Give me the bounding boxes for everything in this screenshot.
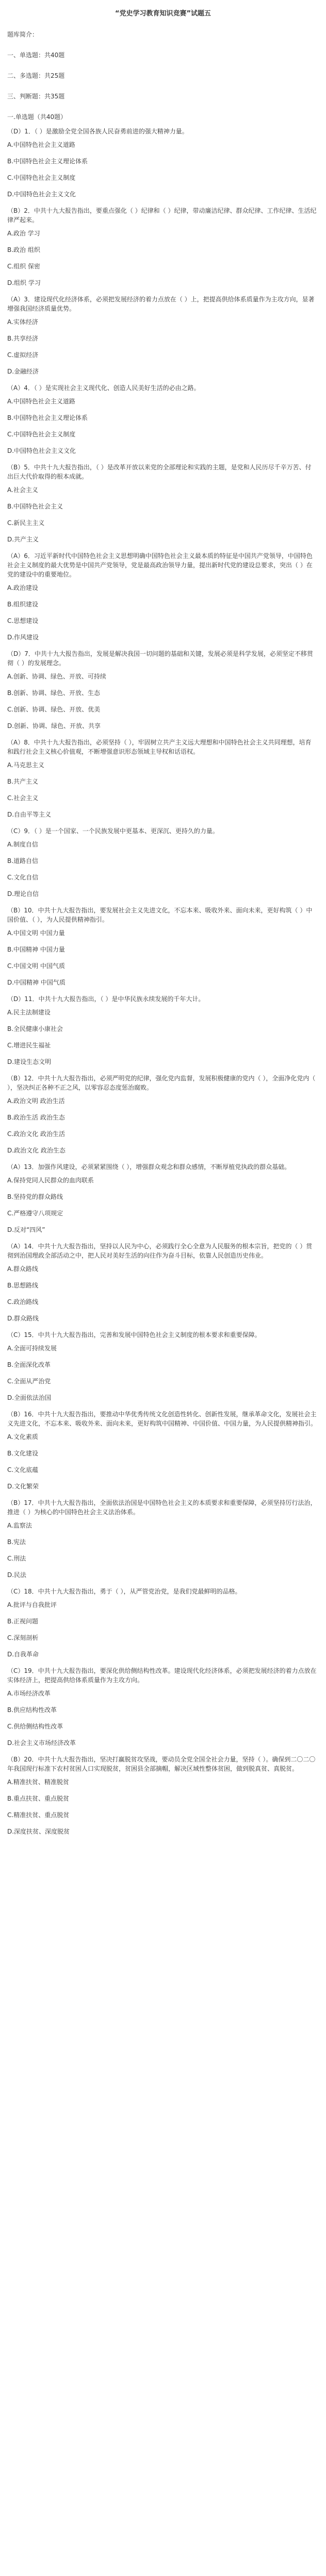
question-stem: （A）14．中共十九大报告指出，坚持以人民为中心，必须践行全心全意为人民服务的根本宗旨，把党的（ ）贯彻到治国理政全部活动之中，把人民对美好生活的向往作为奋斗目标，依靠人民创造历史伟业。 <box>7 1243 313 1259</box>
question-option: C.中国特色社会主义制度 <box>7 174 76 181</box>
question-option: A.保持党同人民群众的血肉联系 <box>7 1177 94 1184</box>
question-item <box>7 1587 319 1659</box>
question-option: A.监察法 <box>7 1522 32 1529</box>
document-title: “党史学习教育知识竞赛”试题五 <box>115 10 211 18</box>
question-option: A.政治建设 <box>7 584 38 591</box>
question-option: D.中国特色社会主义文化 <box>7 191 76 198</box>
question-option: A.民主法制建设 <box>7 1009 51 1016</box>
question-option: C.严格遵守八项规定 <box>7 1210 63 1217</box>
question-option: A.马克思主义 <box>7 761 44 769</box>
question-stem: （A）6．习近平新时代中国特色社会主义思想明确中国特色社会主义最本质的特征是中国共产党领导，中国特色社会主义制度的最大优势是中国共产党领导，党是最高政治领导力量，提出新时代党的建设总要求，突出（ ）在党的建设中的重要地位。 <box>7 552 313 578</box>
question-option: D.建设生态文明 <box>7 1058 52 1065</box>
question-option: D.组织 学习 <box>7 279 41 286</box>
question-option: D.群众路线 <box>7 1315 39 1322</box>
question-stem: （D）11．中共十九大报告指出，（ ）是中华民族永续发展的千年大计。 <box>7 995 205 1003</box>
question-stem: （B）16．中共十九大报告指出，要推动中华优秀传统文化创造性转化、创新性发展，继承革命文化，发展社会主义先进文化，不忘本来、吸收外来、面向未来，更好构筑中国精神、中国价值、中国力量，为人民提供精神指引。 <box>7 1411 317 1427</box>
question-option: C.组织 保密 <box>7 263 41 270</box>
question-item <box>7 1410 319 1491</box>
question-stem: （B）17．中共十九大报告指出，全面依法治国是中国特色社会主义的本质要求和重要保障，必须坚持厉行法治，推进（ ）为核心的中国特色社会主义法治体系。 <box>7 1499 317 1516</box>
intro-heading: 题库简介： <box>7 31 39 38</box>
question-stem: （A）8．中共十九大报告指出，必须坚持（ ），牢固树立共产主义远大理想和中国特色社会主义共同理想，培育和践行社会主义核心价值观，不断增强意识形态领域主导权和话语权。 <box>7 739 312 755</box>
question-option: B.宪法 <box>7 1538 26 1546</box>
question-item <box>7 1074 319 1155</box>
question-stem: （A）4．（ ）是实现社会主义现代化、创造人民美好生活的必由之路。 <box>7 384 200 392</box>
question-option: C.创新、协调、绿色、开放、优美 <box>7 706 101 713</box>
question-option: A.政治 学习 <box>7 230 40 237</box>
question-option: C.深刻剖析 <box>7 1634 39 1641</box>
question-stem: （D）1．（ ）是激励全党全国各族人民奋勇前进的强大精神力量。 <box>7 128 188 135</box>
question-option: D.中国特色社会主义文化 <box>7 447 76 454</box>
question-option: C.虚拟经济 <box>7 351 39 359</box>
question-option: B.中国特色社会主义理论体系 <box>7 158 88 165</box>
question-option: D.反对“四风” <box>7 1226 45 1233</box>
question-option: B.创新、协调、绿色、开放、生态 <box>7 689 101 697</box>
question-item <box>7 994 319 1066</box>
question-option: D.文化繁荣 <box>7 1483 39 1490</box>
question-item <box>7 738 319 819</box>
question-item <box>7 551 319 642</box>
question-option: C.文化自信 <box>7 874 39 881</box>
question-option: A.中国文明 中国力量 <box>7 929 65 937</box>
question-option: A.制度自信 <box>7 841 38 848</box>
question-option: C.增进民生福祉 <box>7 1042 51 1049</box>
question-stem: （B）10．中共十九大报告指出，要发展社会主义先进文化，不忘本来、吸收外来、面向未来，更好构筑（ ）中国价值、（ ），为人民提供精神指引。 <box>7 907 313 923</box>
question-option: B.政治 组织 <box>7 246 40 253</box>
question-option: D.自由平等主义 <box>7 811 52 818</box>
question-stem: （A）13．加强作风建设，必须紧紧围绕（ ），增强群众观念和群众感情，不断厚植党执政的群众基础。 <box>7 1163 291 1171</box>
question-stem: （C）18．中共十九大报告指出，勇于（ ），从严管党治党，是我们党最鲜明的品格。 <box>7 1588 241 1595</box>
question-stem: （B）12．中共十九大报告指出，必须严明党的纪律，强化党内监督，发展积极健康的党内（ ），全面净化党内（ ），坚决纠正各种不正之风，以零容忍态度惩治腐败。 <box>7 1075 316 1091</box>
question-option: D.中国精神 中国气质 <box>7 979 66 986</box>
question-option: D.作风建设 <box>7 634 39 641</box>
question-option: A.群众路线 <box>7 1265 38 1273</box>
question-option: A.文化素质 <box>7 1433 38 1440</box>
question-option: D.共产主义 <box>7 536 39 543</box>
question-item <box>7 906 319 987</box>
question-option: C.中国文明 中国气质 <box>7 962 66 970</box>
question-option: C.刑法 <box>7 1555 26 1562</box>
question-stem: （C）19．中共十九大报告指出，要深化供给侧结构性改革。建设现代化经济体系，必须把发展经济的着力点放在实体经济上，把提高供给体系质量作为主攻方向。 <box>7 1667 317 1684</box>
question-stem: （B）5．中共十九大报告指出，（ ）是改革开放以来党的全部理论和实践的主题，是党和人民历尽千辛万苦、付出巨大代价取得的根本成就。 <box>7 464 312 480</box>
question-option: B.重点扶贫、重点脱贫 <box>7 1795 70 1802</box>
question-option: D.自我革命 <box>7 1651 39 1658</box>
question-stem: （C）15．中共十九大报告指出，完善和发展中国特色社会主义制度的根本要求和重要保障。 <box>7 1331 261 1338</box>
single-choice-heading: 一.单选题（共40题） <box>7 113 67 121</box>
question-option: C.新民主主义 <box>7 519 45 527</box>
question-option: C.全面从严治党 <box>7 1378 51 1385</box>
section-summary-multiple: 二、多选题：共25题 <box>7 72 65 79</box>
question-option: C.社会主义 <box>7 794 39 802</box>
section-summary-single: 一、单选题：共40题 <box>7 52 65 59</box>
question-stem: （A）3．建设现代化经济体系，必须把发展经济的着力点放在（ ）上，把提高供给体系质量作为主攻方向，显著增强我国经济质量优势。 <box>7 296 315 312</box>
question-item <box>7 127 319 199</box>
question-option: D.深度扶贫、深度脱贫 <box>7 1828 70 1835</box>
question-option: A.实体经济 <box>7 318 38 326</box>
question-option: B.中国精神 中国力量 <box>7 946 65 953</box>
question-option: C.精准扶贫、重点脱贫 <box>7 1811 70 1819</box>
question-option: D.理论自信 <box>7 890 39 897</box>
question-option: B.中国特色社会主义 <box>7 503 63 510</box>
question-option: C.政治路线 <box>7 1298 39 1306</box>
question-stem: （B）2．中共十九大报告指出，要重点强化（ ）纪律和（ ）纪律，带动廉洁纪律、群众纪律、工作纪律、生活纪律严起来。 <box>7 207 317 224</box>
question-option: B.供应结构性改革 <box>7 1706 57 1714</box>
question-item <box>7 826 319 899</box>
question-item <box>7 1755 319 1836</box>
question-option: A.社会主义 <box>7 486 38 494</box>
question-item <box>7 206 319 287</box>
question-option: D.民法 <box>7 1571 27 1579</box>
question-stem: （D）7．中共十九大报告指出，发展是解决我国一切问题的基础和关键，发展必须是科学发展，必须坚定不移贯彻（ ）的发展理念。 <box>7 650 313 667</box>
question-item <box>7 1498 319 1580</box>
question-option: C.思想建设 <box>7 617 39 624</box>
question-option: C.供给侧结构性改革 <box>7 1723 63 1730</box>
question-list <box>7 127 319 1836</box>
question-item <box>7 1162 319 1234</box>
question-option: A.中国特色社会主义道路 <box>7 141 75 148</box>
question-item <box>7 383 319 455</box>
question-item <box>7 463 319 544</box>
question-option: C.中国特色社会主义制度 <box>7 431 76 438</box>
question-option: C.文化底蕴 <box>7 1466 39 1473</box>
question-option: B.正视问题 <box>7 1618 39 1625</box>
question-option: B.道路自信 <box>7 857 39 865</box>
question-option: B.政治生活 政治生态 <box>7 1114 65 1121</box>
question-option: A.市场经济改革 <box>7 1690 51 1697</box>
question-option: B.全民健康小康社会 <box>7 1025 63 1032</box>
question-option: D.政治文化 政治生态 <box>7 1147 66 1154</box>
question-option: D.社会主义市场经济改革 <box>7 1739 76 1747</box>
question-item <box>7 1242 319 1323</box>
question-option: C.政治文化 政治生活 <box>7 1130 66 1138</box>
question-option: D.创新、协调、绿色、开放、共享 <box>7 722 101 730</box>
question-option: B.共享经济 <box>7 335 39 342</box>
question-option: A.政治文明 政治生活 <box>7 1097 65 1105</box>
question-option: A.中国特色社会主义道路 <box>7 398 75 405</box>
question-option: B.中国特色社会主义理论体系 <box>7 414 88 421</box>
question-option: D.全面依法治国 <box>7 1394 52 1401</box>
question-option: B.组织建设 <box>7 601 39 608</box>
question-stem: （B）20．中共十九大报告指出，坚决打赢脱贫攻坚战，要动员全党全国全社会力量，坚持（ ）。确保到二〇二〇年我国现行标准下农村贫困人口实现脱贫，贫困县全部摘帽，解决区域性整体贫困，做到脱真贫、真脱贫。 <box>7 1756 316 1772</box>
question-item <box>7 1330 319 1402</box>
question-item <box>7 649 319 731</box>
question-option: A.创新、协调、绿色、开放、可持续 <box>7 673 106 680</box>
question-stem: （C）9．（ ）是一个国家、一个民族发展中更基本、更深沉、更持久的力量。 <box>7 827 219 835</box>
question-item <box>7 1666 319 1748</box>
question-option: D.金融经济 <box>7 368 39 375</box>
question-option: B.共产主义 <box>7 778 39 785</box>
question-option: B.思想路线 <box>7 1282 39 1289</box>
question-item <box>7 295 319 376</box>
question-option: A.批评与自我批评 <box>7 1601 57 1608</box>
question-option: B.全面深化改革 <box>7 1361 51 1368</box>
question-option: B.坚持党的群众路线 <box>7 1193 63 1200</box>
question-option: B.文化建设 <box>7 1450 39 1457</box>
question-option: A.全面可持续发展 <box>7 1345 57 1352</box>
question-option: A.精准扶贫、精准脱贫 <box>7 1778 69 1786</box>
section-summary-judgement: 三、判断题：共35题 <box>7 93 65 100</box>
